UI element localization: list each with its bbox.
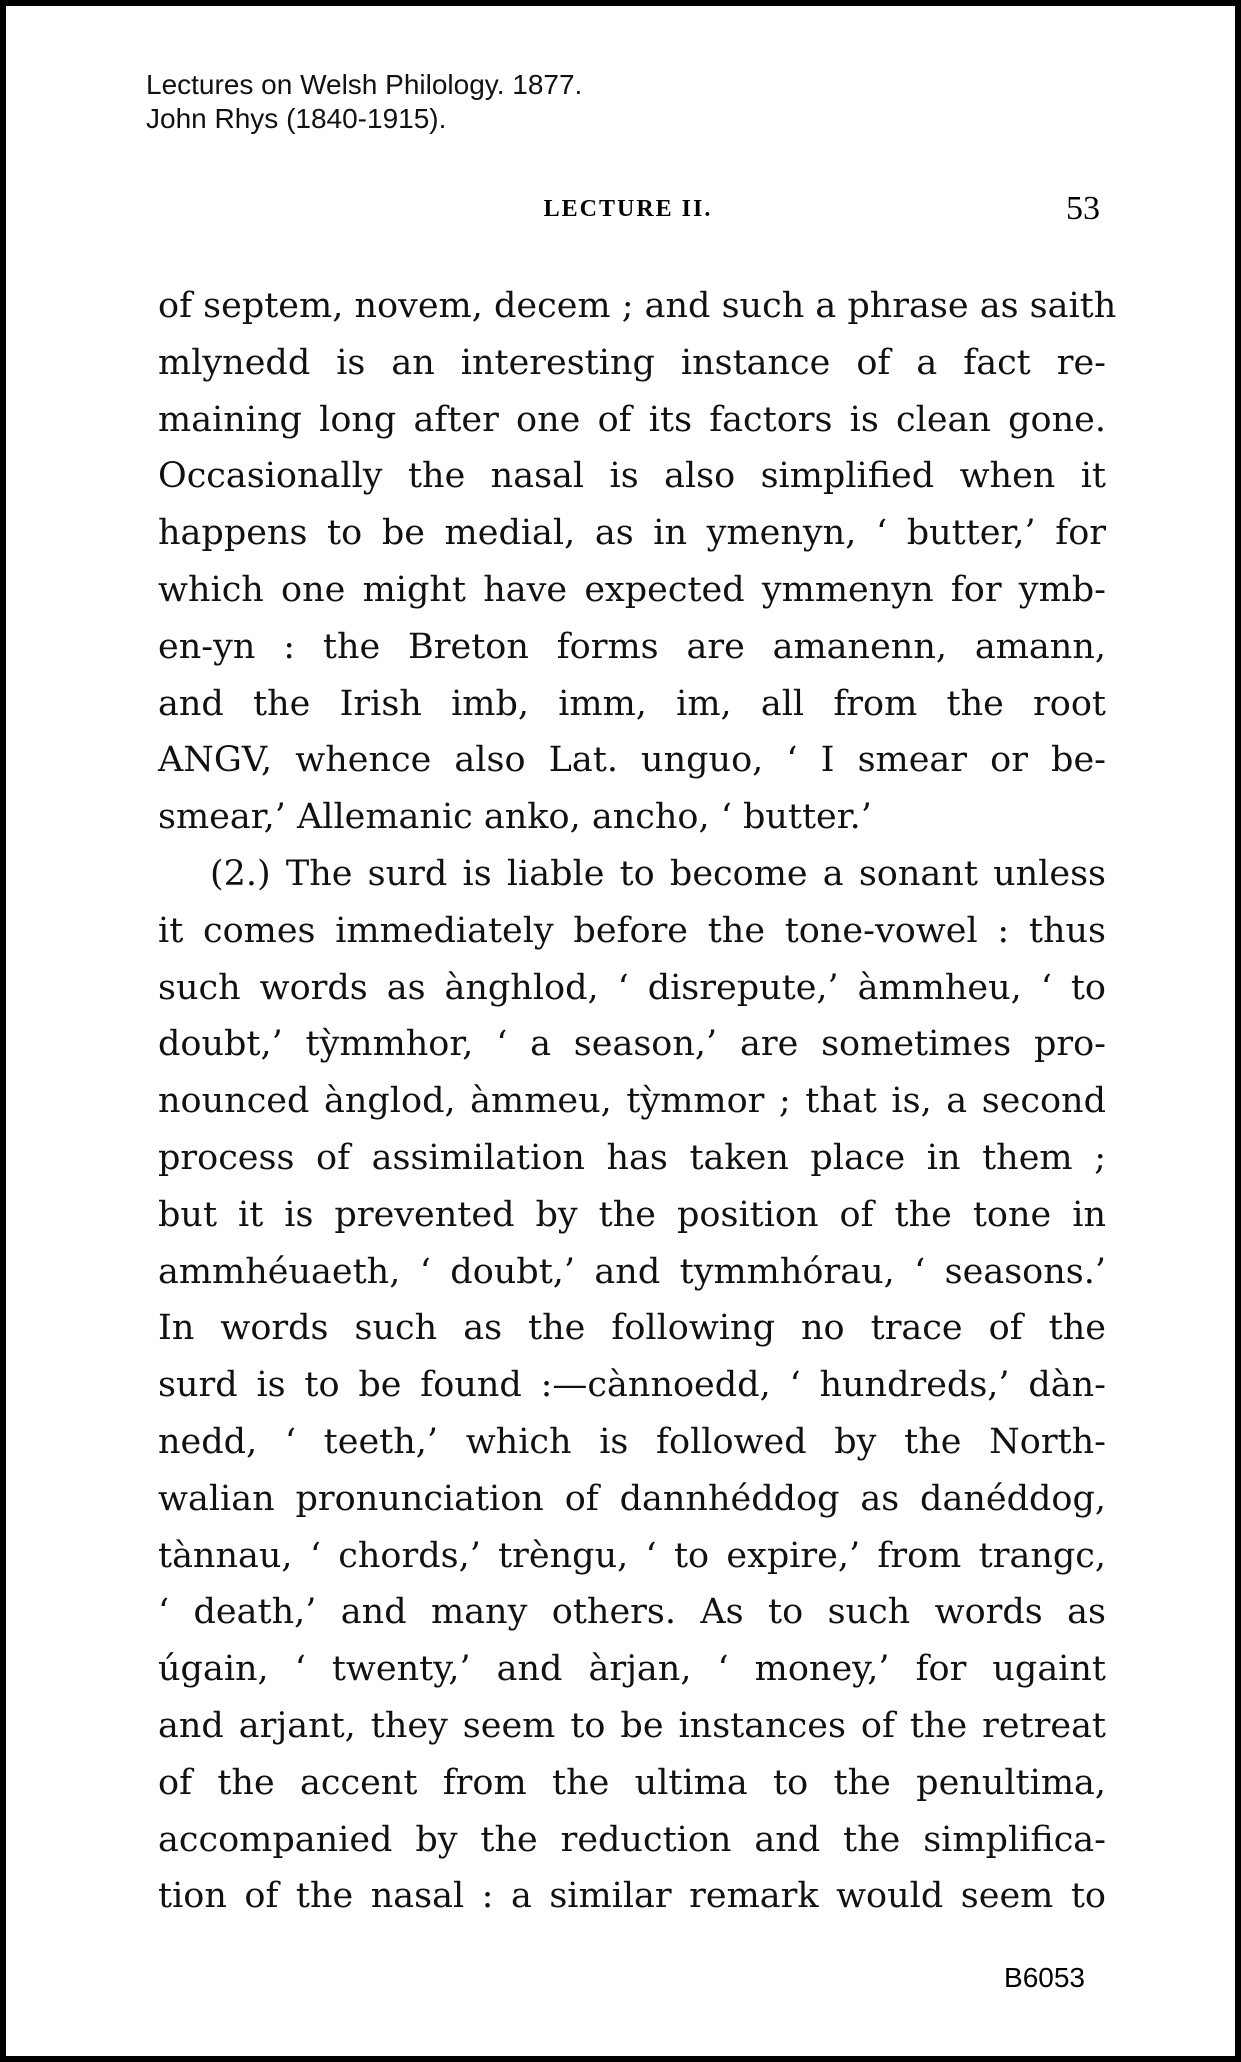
text-line: ammhéuaeth, ‘ doubt,’ and tymmhórau, ‘ seasons.’ — [158, 1251, 1106, 1292]
text-line: and arjant, they seem to be instances of the retreat — [158, 1705, 1106, 1746]
text-line: en-yn : the Breton forms are amanenn, amann, — [158, 626, 1106, 667]
text-line: accompanied by the reduction and the simplifica- — [158, 1819, 1106, 1860]
text-line: surd is to be found :—cànnoedd, ‘ hundreds,’ dàn- — [158, 1365, 1106, 1406]
text-line: ANGV, whence also Lat. unguo, ‘ I smear or be- — [158, 740, 1106, 781]
catalog-number: B6053 — [1004, 1962, 1085, 1993]
citation-note — [146, 68, 582, 136]
text-line: (2.) The surd is liable to become a sonant unless — [210, 853, 1106, 894]
text-line: tànnau, ‘ chords,’ trèngu, ‘ to expire,’ from trangc, — [158, 1535, 1106, 1576]
text-line: walian pronunciation of dannhéddog as danéddog, — [158, 1478, 1106, 1519]
text-line: but it is prevented by the position of the tone in — [158, 1194, 1106, 1235]
text-line: and the Irish imb, imm, im, all from the root — [158, 683, 1106, 724]
text-line: maining long after one of its factors is clean gone. — [158, 399, 1106, 440]
text-line: ‘ death,’ and many others. As to such words as — [158, 1592, 1106, 1633]
text-line: nounced ànglod, àmmeu, tỳmmor ; that is, a second — [158, 1081, 1106, 1122]
running-title: LECTURE II. — [543, 196, 713, 222]
page-number: 53 — [1066, 190, 1100, 227]
text-line: nedd, ‘ teeth,’ which is followed by the North- — [158, 1421, 1106, 1462]
text-line: tion of the nasal : a similar remark would seem to — [158, 1876, 1106, 1917]
text-line: smear,’ Allemanic anko, ancho, ‘ butter.’ — [158, 797, 872, 838]
text-line: Occasionally the nasal is also simplified when it — [158, 456, 1106, 497]
text-line: happens to be medial, as in ymenyn, ‘ butter,’ for — [158, 513, 1106, 554]
text-line: mlynedd is an interesting instance of a fact re- — [158, 342, 1106, 383]
text-line: such words as ànghlod, ‘ disrepute,’ àmmheu, ‘ to — [158, 967, 1106, 1008]
citation-author: John Rhys (1840-1915). — [146, 103, 447, 134]
body-text — [158, 278, 1117, 1925]
text-line: which one might have expected ymmenyn for ymb- — [158, 569, 1106, 610]
text-line: it comes immediately before the tone-vowel : thus — [158, 910, 1106, 951]
text-line: process of assimilation has taken place in them ; — [158, 1137, 1106, 1178]
citation-title: Lectures on Welsh Philology. 1877. — [146, 69, 583, 100]
text-line: úgain, ‘ twenty,’ and àrjan, ‘ money,’ for ugaint — [158, 1649, 1106, 1690]
text-line: of septem, novem, decem ; and such a phrase as saith — [158, 286, 1117, 326]
text-line: In words such as the following no trace of the — [158, 1308, 1106, 1349]
text-line: doubt,’ tỳmmhor, ‘ a season,’ are sometimes pro- — [158, 1024, 1106, 1065]
running-head — [156, 190, 1100, 230]
text-line: of the accent from the ultima to the penultima, — [158, 1762, 1106, 1803]
